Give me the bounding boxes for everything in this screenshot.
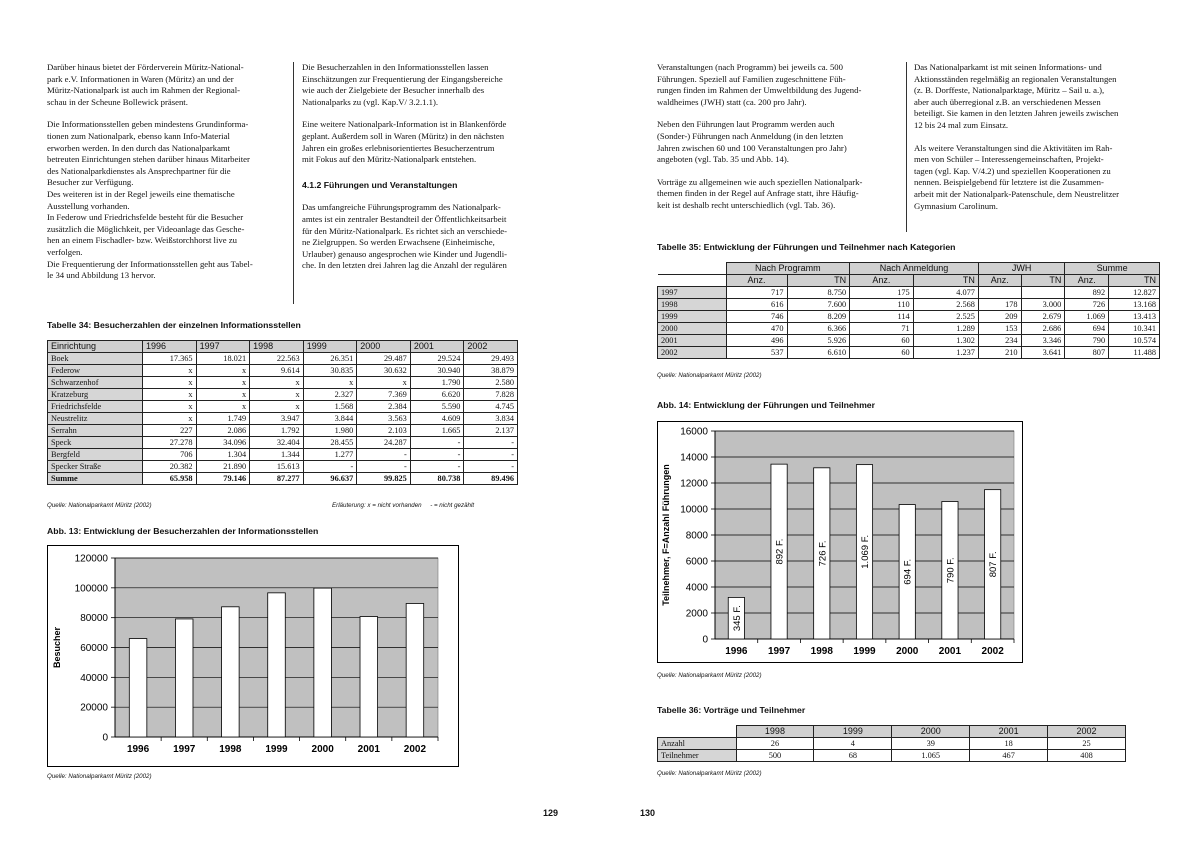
table-cell: 28.455 — [303, 437, 357, 449]
y-tick-label: 0 — [702, 634, 708, 646]
bar-label: 807 F. — [988, 551, 1000, 578]
table-cell: 18.021 — [196, 353, 250, 365]
column-header: Anz. — [1065, 275, 1109, 287]
table-row — [658, 323, 1160, 335]
table-cell: 496 — [726, 335, 787, 347]
y-tick-label: 10000 — [680, 504, 708, 516]
bar — [222, 607, 240, 737]
y-tick-label: 40000 — [80, 672, 108, 684]
table-row — [48, 449, 518, 461]
table-cell: 7.369 — [357, 389, 411, 401]
paragraph: Eine weitere Nationalpark-Information ist in Blankenförde geplant. Außerdem soll in Waren (Müritz) in den nächsten Jahren ein großes erlebnisorientiertes Besucherzentrum mit Fokus auf den Müritz-Nationalpark entstehen. — [302, 119, 507, 165]
paragraph: Veranstaltungen (nach Programm) bei jeweils ca. 500 Führungen. Speziell auf Familien zugeschnittene Füh- rungen finden im Rahmen der Umweltbildung des Jugend- waldheimes (JWH) statt (ca. 200 pro Jahr). — [657, 62, 862, 107]
y-tick-label: 0 — [102, 732, 108, 744]
bar — [314, 588, 332, 737]
bar-label: 1.069 F. — [860, 534, 871, 569]
row-label: Bergfeld — [48, 449, 143, 461]
table-cell: 110 — [850, 299, 914, 311]
column-header: TN — [1021, 275, 1065, 287]
paragraph: Darüber hinaus bietet der Förderverein Müritz-National- park e.V. Informationen in Waren (Müritz) an und der Müritz-Nationalpark ist auch im Rahmen der Regional- schau in der Scheune Bollewick präsent. — [47, 62, 244, 107]
table-cell: 1.302 — [913, 335, 978, 347]
table-cell: 68 — [814, 750, 892, 762]
table-cell: 1.304 — [196, 449, 250, 461]
table-row — [48, 437, 518, 449]
bar — [268, 593, 286, 737]
row-label: Kratzeburg — [48, 389, 143, 401]
column-header: 1996 — [143, 341, 197, 353]
bar-label: 790 F. — [945, 557, 957, 584]
table-cell: - — [357, 461, 411, 473]
row-label: 2001 — [658, 335, 727, 347]
table-row — [48, 425, 518, 437]
table-row — [658, 299, 1160, 311]
table-cell: 4 — [814, 738, 892, 750]
row-label: Specker Straße — [48, 461, 143, 473]
table-cell: 2.568 — [913, 299, 978, 311]
column-header: TN — [787, 275, 850, 287]
table-cell: 537 — [726, 347, 787, 359]
row-label: Boek — [48, 353, 143, 365]
table-34-legend-note: Erläuterung: x = nicht vorhanden - = nicht gezählt — [332, 502, 475, 509]
row-label: 1999 — [658, 311, 727, 323]
table-cell: x — [250, 377, 304, 389]
corner-cell — [658, 263, 727, 275]
column-header: 2000 — [357, 341, 411, 353]
corner-cell — [658, 275, 727, 287]
bar — [406, 604, 424, 737]
row-label: Serrahn — [48, 425, 143, 437]
table-cell: 6.620 — [410, 389, 464, 401]
x-tick-label: 2001 — [357, 744, 380, 755]
right-page-column-1 — [657, 62, 903, 223]
y-tick-label: 120000 — [74, 553, 108, 565]
table-cell: 80.738 — [410, 473, 464, 485]
table-row — [658, 347, 1160, 359]
table-35-caption: Tabelle 35: Entwicklung der Führungen und Teilnehmer nach Kategorien — [657, 242, 956, 252]
table-cell: 34.096 — [196, 437, 250, 449]
table-cell: 10.341 — [1109, 323, 1160, 335]
table-cell: x — [143, 413, 197, 425]
table-cell: 87.277 — [250, 473, 304, 485]
table-cell: 8.750 — [787, 287, 850, 299]
table-cell: 1.289 — [913, 323, 978, 335]
table-cell: 2.686 — [1021, 323, 1065, 335]
table-cell: 3.947 — [250, 413, 304, 425]
y-tick-label: 80000 — [80, 613, 108, 625]
figure-14-source: Quelle: Nationalparkamt Müritz (2002) — [657, 672, 762, 679]
table-cell: 210 — [978, 347, 1021, 359]
table-cell: 153 — [978, 323, 1021, 335]
table-cell: x — [196, 401, 250, 413]
table-row — [658, 287, 1160, 299]
table-cell: 60 — [850, 335, 914, 347]
right-page-column-2 — [914, 62, 1164, 223]
y-axis-label: Teilnehmer, F=Anzahl Führungen — [661, 464, 671, 606]
table-cell: x — [357, 377, 411, 389]
table-cell — [978, 287, 1021, 299]
table-cell: 96.637 — [303, 473, 357, 485]
table-cell: 1.792 — [250, 425, 304, 437]
table-cell: 2.580 — [464, 377, 518, 389]
sum-row — [48, 473, 518, 485]
bar — [175, 619, 193, 737]
column-header: 2001 — [970, 726, 1048, 738]
row-label: 2002 — [658, 347, 727, 359]
x-tick-label: 2002 — [981, 646, 1004, 657]
table-35 — [657, 262, 1160, 359]
table-cell: 1.790 — [410, 377, 464, 389]
table-cell: 71 — [850, 323, 914, 335]
table-row — [48, 401, 518, 413]
table-34-caption: Tabelle 34: Besucherzahlen der einzelnen Informationsstellen — [47, 320, 301, 330]
table-cell: 2.327 — [303, 389, 357, 401]
table-cell: 6.366 — [787, 323, 850, 335]
table-36 — [657, 725, 1126, 762]
table-cell: 1.065 — [892, 750, 970, 762]
paragraph: Die Informationsstellen geben mindestens Grundinforma- tionen zum Nationalpark, ebenso kann Info-Material erworben werden. In den durch das Nationalparkamt betreuten Einrichtungen stehen darüber hinaus Mitarbeiter des Nationalparkdienstes als Ansprechpartner für die Besucher zur Verfügung. Des weiteren ist in der Regel jeweils eine thematische Ausstellung vorhanden. In Federow und Friedrichsfelde besteht für die Besucher zusätzlich die Möglichkeit, per Videoanlage das Gesche- hen an einem Fischadler- bzw. Weißstorchhorst live zu verfolgen. Die Frequentierung der Informationsstellen geht aus Tabel- le 34 und Abbildung 13 hervor. — [47, 119, 253, 281]
table-cell: 12.827 — [1109, 287, 1160, 299]
table-cell: 30.632 — [357, 365, 411, 377]
row-label: Anzahl — [658, 738, 737, 750]
table-cell: 24.287 — [357, 437, 411, 449]
table-row — [658, 750, 1126, 762]
table-row — [48, 389, 518, 401]
y-axis-label: Besucher — [52, 626, 62, 669]
table-cell: - — [464, 449, 518, 461]
column-header: 1997 — [196, 341, 250, 353]
x-tick-label: 1998 — [810, 646, 833, 657]
x-tick-label: 1998 — [219, 744, 242, 755]
table-cell: 1.749 — [196, 413, 250, 425]
figure-13-caption: Abb. 13: Entwicklung der Besucherzahlen der Informationsstellen — [47, 526, 319, 536]
table-row — [48, 365, 518, 377]
table-cell: 114 — [850, 311, 914, 323]
table-cell: 234 — [978, 335, 1021, 347]
column-group-header: Nach Anmeldung — [850, 263, 979, 275]
table-cell: x — [143, 389, 197, 401]
table-cell: x — [196, 377, 250, 389]
x-tick-label: 1996 — [126, 744, 150, 755]
table-cell: x — [143, 401, 197, 413]
table-cell: x — [303, 377, 357, 389]
table-cell: 99.825 — [357, 473, 411, 485]
table-cell: 38.879 — [464, 365, 518, 377]
table-cell: 500 — [736, 750, 814, 762]
table-cell: 2.679 — [1021, 311, 1065, 323]
table-cell: 1.665 — [410, 425, 464, 437]
table-cell: 4.609 — [410, 413, 464, 425]
table-cell: - — [410, 461, 464, 473]
table-36-caption: Tabelle 36: Vorträge und Teilnehmer — [657, 705, 806, 715]
table-cell: 18 — [970, 738, 1048, 750]
column-header: Einrichtung — [48, 341, 143, 353]
table-row — [48, 413, 518, 425]
table-cell: 79.146 — [196, 473, 250, 485]
table-cell: 7.600 — [787, 299, 850, 311]
table-cell: 717 — [726, 287, 787, 299]
column-header: Anz. — [726, 275, 787, 287]
table-cell: 27.278 — [143, 437, 197, 449]
table-cell: 11.488 — [1109, 347, 1160, 359]
table-cell: 790 — [1065, 335, 1109, 347]
table-cell: 2.137 — [464, 425, 518, 437]
x-tick-label: 1997 — [173, 744, 196, 755]
table-cell: 1.344 — [250, 449, 304, 461]
table-cell: 2.525 — [913, 311, 978, 323]
table-cell: 706 — [143, 449, 197, 461]
table-36-source: Quelle: Nationalparkamt Müritz (2002) — [657, 770, 762, 777]
y-tick-label: 20000 — [80, 702, 108, 714]
table-cell: 1.980 — [303, 425, 357, 437]
row-label: Federow — [48, 365, 143, 377]
y-tick-label: 12000 — [680, 478, 708, 490]
table-cell: - — [303, 461, 357, 473]
row-label: Summe — [48, 473, 143, 485]
table-cell: 2.086 — [196, 425, 250, 437]
column-header: 1998 — [736, 726, 814, 738]
section-heading: 4.1.2 Führungen und Veranstaltungen — [302, 179, 458, 190]
table-cell: 60 — [850, 347, 914, 359]
column-group-header: Nach Programm — [726, 263, 850, 275]
table-cell: 13.168 — [1109, 299, 1160, 311]
bar-label: 892 F. — [774, 538, 786, 565]
bar-label: 345 F. — [731, 605, 743, 632]
table-cell: 29.524 — [410, 353, 464, 365]
bar-label: 726 F. — [817, 540, 829, 567]
column-divider — [293, 62, 294, 304]
table-cell: 30.835 — [303, 365, 357, 377]
table-35-source: Quelle: Nationalparkamt Müritz (2002) — [657, 372, 762, 379]
paragraph: Das Nationalparkamt ist mit seinen Informations- und Aktionsständen regelmäßig an regionalen Veranstaltungen (z. B. Dorffeste, Nationalparktage, Müritz – Sail u. a.), aber auch überregional z.B. an verschiedenen Messen beteiligt. Sie kamen in den letzten Jahren jeweils zwischen 12 bis 24 mal zum Einsatz. — [914, 62, 1119, 130]
table-cell: - — [464, 461, 518, 473]
row-label: 1998 — [658, 299, 727, 311]
row-label: Friedrichsfelde — [48, 401, 143, 413]
column-header: 1998 — [250, 341, 304, 353]
table-cell: 175 — [850, 287, 914, 299]
table-cell: - — [410, 437, 464, 449]
table-cell: 694 — [1065, 323, 1109, 335]
table-cell: 3.346 — [1021, 335, 1065, 347]
table-cell: 6.610 — [787, 347, 850, 359]
table-cell: 1.069 — [1065, 311, 1109, 323]
table-cell: 4.745 — [464, 401, 518, 413]
row-label: 2000 — [658, 323, 727, 335]
column-group-header: Summe — [1065, 263, 1160, 275]
table-cell: 3.563 — [357, 413, 411, 425]
table-cell: 15.613 — [250, 461, 304, 473]
table-cell: 726 — [1065, 299, 1109, 311]
y-tick-label: 60000 — [80, 643, 108, 654]
table-cell: 32.404 — [250, 437, 304, 449]
bar-label: 694 F. — [902, 558, 914, 585]
row-label: 1997 — [658, 287, 727, 299]
table-cell: 3.834 — [464, 413, 518, 425]
table-cell: 13.413 — [1109, 311, 1160, 323]
table-cell: 26.351 — [303, 353, 357, 365]
x-tick-label: 1996 — [725, 646, 748, 657]
table-cell: 9.614 — [250, 365, 304, 377]
y-tick-label: 4000 — [685, 582, 708, 594]
left-page-column-2 — [302, 62, 547, 272]
table-cell: 178 — [978, 299, 1021, 311]
column-header: TN — [1109, 275, 1160, 287]
column-header: Anz. — [850, 275, 914, 287]
x-tick-label: 1999 — [265, 744, 288, 755]
table-cell: 3.641 — [1021, 347, 1065, 359]
table-cell: 17.365 — [143, 353, 197, 365]
y-tick-label: 14000 — [680, 452, 708, 464]
table-cell — [1021, 287, 1065, 299]
table-cell: 807 — [1065, 347, 1109, 359]
table-row — [658, 335, 1160, 347]
table-cell: 8.209 — [787, 311, 850, 323]
bar — [129, 639, 147, 737]
table-cell: 1.237 — [913, 347, 978, 359]
table-cell: 7.828 — [464, 389, 518, 401]
table-cell: 89.496 — [464, 473, 518, 485]
x-tick-label: 1999 — [853, 646, 876, 657]
row-label: Speck — [48, 437, 143, 449]
row-label: Teilnehmer — [658, 750, 737, 762]
table-cell: 3.844 — [303, 413, 357, 425]
table-cell: 29.487 — [357, 353, 411, 365]
table-cell: 227 — [143, 425, 197, 437]
row-label: Neustrelitz — [48, 413, 143, 425]
page-number-left: 129 — [543, 808, 559, 818]
table-cell: 209 — [978, 311, 1021, 323]
column-header: 2002 — [464, 341, 518, 353]
table-cell: 5.926 — [787, 335, 850, 347]
table-cell: 20.382 — [143, 461, 197, 473]
y-tick-label: 8000 — [685, 530, 708, 542]
table-cell: x — [250, 389, 304, 401]
bar — [360, 617, 378, 737]
table-row — [658, 738, 1126, 750]
table-cell: 21.890 — [196, 461, 250, 473]
paragraph: Vorträge zu allgemeinen wie auch speziellen Nationalpark- themen finden in der Regel auf Anfrage statt, ihre Häufig- keit ist deshalb recht unterschiedlich (vgl. Tab. 36). — [657, 176, 863, 210]
figure-13-source: Quelle: Nationalparkamt Müritz (2002) — [47, 773, 152, 780]
x-tick-label: 2001 — [938, 646, 962, 657]
table-cell: x — [250, 401, 304, 413]
table-cell: 39 — [892, 738, 970, 750]
x-tick-label: 1997 — [767, 646, 791, 657]
y-tick-label: 100000 — [74, 583, 108, 595]
column-header: 2001 — [410, 341, 464, 353]
x-tick-label: 2000 — [896, 646, 919, 657]
table-row — [48, 377, 518, 389]
figure-14-chart — [657, 421, 1023, 663]
table-cell: 1.277 — [303, 449, 357, 461]
table-cell: - — [357, 449, 411, 461]
table-cell: 2.384 — [357, 401, 411, 413]
table-cell: x — [143, 365, 197, 377]
column-header: TN — [913, 275, 978, 287]
figure-13-chart — [47, 545, 459, 767]
paragraph: Das umfangreiche Führungsprogramm des Nationalpark- amtes ist ein zentraler Bestandteil der Öffentlichkeitsarbeit für den Müritz-Nationalpark. Es richtet sich an verschiede- ne Zielgruppen. So werden Erwachsene (Einheimische, Urlauber) genauso angesprochen wie Kinder und Jugendli- che. In den letzten drei Jahren lag die Anzahl der regulären — [302, 202, 508, 271]
table-cell: x — [196, 389, 250, 401]
column-divider — [906, 62, 907, 232]
table-cell: 4.077 — [913, 287, 978, 299]
table-cell: 616 — [726, 299, 787, 311]
column-header: Anz. — [978, 275, 1021, 287]
table-cell: 470 — [726, 323, 787, 335]
y-tick-label: 2000 — [685, 608, 708, 620]
table-cell: 408 — [1048, 750, 1126, 762]
table-cell: 2.103 — [357, 425, 411, 437]
table-cell: 30.940 — [410, 365, 464, 377]
figure-14-caption: Abb. 14: Entwicklung der Führungen und Teilnehmer — [657, 400, 876, 410]
column-header: 2002 — [1048, 726, 1126, 738]
table-cell: 5.590 — [410, 401, 464, 413]
y-tick-label: 16000 — [680, 426, 708, 438]
column-header: 1999 — [814, 726, 892, 738]
left-page-column-1 — [47, 62, 292, 293]
table-34-source: Quelle: Nationalparkamt Müritz (2002) — [47, 502, 152, 509]
table-cell: x — [143, 377, 197, 389]
table-row — [48, 461, 518, 473]
table-cell: - — [464, 437, 518, 449]
table-cell: 1.568 — [303, 401, 357, 413]
table-cell: 65.958 — [143, 473, 197, 485]
table-cell: 467 — [970, 750, 1048, 762]
table-cell: x — [196, 365, 250, 377]
table-cell: 3.000 — [1021, 299, 1065, 311]
table-cell: - — [410, 449, 464, 461]
row-label: Schwarzenhof — [48, 377, 143, 389]
paragraph: Die Besucherzahlen in den Informationsstellen lassen Einschätzungen zur Frequentierung der Eingangsbereiche wie auch der Zielgebiete der Besucher innerhalb des Nationalparks zu (vgl. Kap.V/ 3.2.1.1). — [302, 62, 503, 107]
y-tick-label: 6000 — [685, 556, 708, 568]
column-group-header: JWH — [978, 263, 1064, 275]
table-cell: 26 — [736, 738, 814, 750]
table-row — [658, 311, 1160, 323]
column-header: 2000 — [892, 726, 970, 738]
paragraph: Neben den Führungen laut Programm werden auch (Sonder-) Führungen nach Anmeldung (in den letzten Jahren zwischen 60 und 100 Veranstaltungen pro Jahr) angeboten (vgl. Tab. 35 und Abb. 14). — [657, 119, 847, 165]
paragraph: Als weitere Veranstaltungen sind die Aktivitäten im Rah- men von Schüler – Interessengemeinschaften, Projekt- tagen (vgl. Kap. V/4.2) und speziellen Kooperationen zu nennen. Beispielgebend für letztere ist die Zusammen- arbeit mit der Nationalpark-Patenschule, dem Neustrelitzer Gymnasium Carolinum. — [914, 142, 1120, 211]
column-header: 1999 — [303, 341, 357, 353]
x-tick-label: 2002 — [403, 744, 427, 755]
table-34 — [47, 340, 518, 485]
page-number-right: 130 — [640, 808, 656, 818]
column-header — [658, 726, 737, 738]
table-row — [48, 353, 518, 365]
table-cell: 10.574 — [1109, 335, 1160, 347]
table-cell: 29.493 — [464, 353, 518, 365]
x-tick-label: 2000 — [311, 744, 334, 755]
table-cell: 22.563 — [250, 353, 304, 365]
table-cell: 892 — [1065, 287, 1109, 299]
table-cell: 746 — [726, 311, 787, 323]
table-cell: 25 — [1048, 738, 1126, 750]
